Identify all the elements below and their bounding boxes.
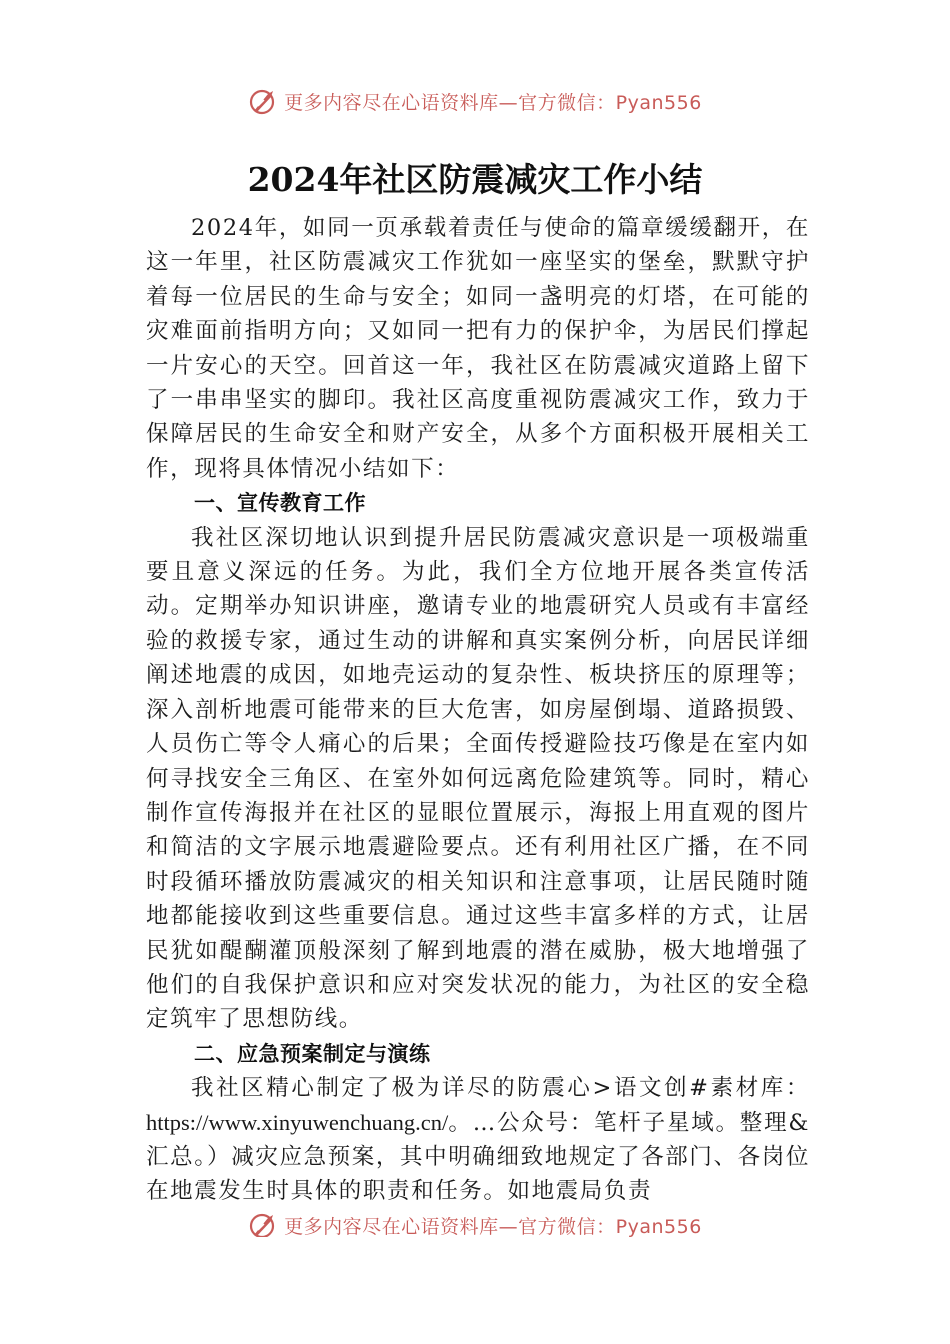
- section-heading-publicity: 一、宣传教育工作: [194, 491, 366, 516]
- intro-paragraph: 2024年，如同一页承载着责任与使命的篇章缓缓翻开，在这一年里，社区防震减灾工作犹如一座坚实的堡垒，默默守护着每一位居民的生命与安全；如同一盏明亮的灯塔，在可能的灾难面前指明方向；又如同一把有力的保护伞，为居民们撑起一片安心的天空。回首这一年，我社区在防震减灾道路上留下了一串串坚实的脚印。我社区高度重视防震减灾工作，致力于保障居民的生命安全和财产安全，从多个方面积极开展相关工作，现将具体情况小结如下：: [146, 215, 810, 482]
- fountain-pen-logo-icon: [248, 1211, 278, 1237]
- document-body: [146, 211, 810, 1209]
- publicity-paragraph: 我社区深切地认识到提升居民防震减灾意识是一项极端重要且意义深远的任务。为此，我们全方位地开展各类宣传活动。定期举办知识讲座，邀请专业的地震研究人员或有丰富经验的救援专家，通过生动的讲解和真实案例分析，向居民详细阐述地震的成因，如地壳运动的复杂性、板块挤压的原理等；深入剖析地震可能带来的巨大危害，如房屋倒塌、道路损毁、人员伤亡等令人痛心的后果；全面传授避险技巧像是在室内如何寻找安全三角区、在室外如何远离危险建筑等。同时，精心制作宣传海报并在社区的显眼位置展示，海报上用直观的图片和简洁的文字展示地震避险要点。还有利用社区广播，在不同时段循环播放防震减灾的相关知识和注意事项，让居民随时随地都能接收到这些重要信息。通过这些丰富多样的方式，让居民犹如醍醐灌顶般深刻了解到地震的潜在威胁，极大地增强了他们的自我保护意识和应对突发状况的能力，为社区的安全稳定筑牢了思想防线。: [146, 524, 810, 1033]
- footer-watermark: [0, 1211, 950, 1237]
- emergency-plan-text-start: 我社区精心制定了极为详尽的防震心>语文创#素材库：: [191, 1075, 810, 1102]
- section-heading-emergency-plan: 二、应急预案制定与演练: [194, 1041, 431, 1066]
- page-title: 2024年社区防震减灾工作小结: [247, 160, 703, 199]
- source-url: https://www.xinyuwenchuang.cn/: [146, 1109, 449, 1135]
- emergency-plan-text-end: 。…公众号：笔杆子星域。整理&汇总。）减灾应急预案，其中明确细致地规定了各部门、各岗位在地震发生时具体的职责和任务。如地震局负责: [146, 1109, 810, 1205]
- watermark-text: 更多内容尽在心语资料库—官方微信：Pyan556: [284, 1215, 702, 1237]
- fountain-pen-logo-icon: [248, 86, 278, 116]
- watermark-text: 更多内容尽在心语资料库—官方微信：Pyan556: [284, 91, 702, 114]
- emergency-plan-paragraph: [146, 1071, 810, 1209]
- header-watermark: [0, 86, 950, 116]
